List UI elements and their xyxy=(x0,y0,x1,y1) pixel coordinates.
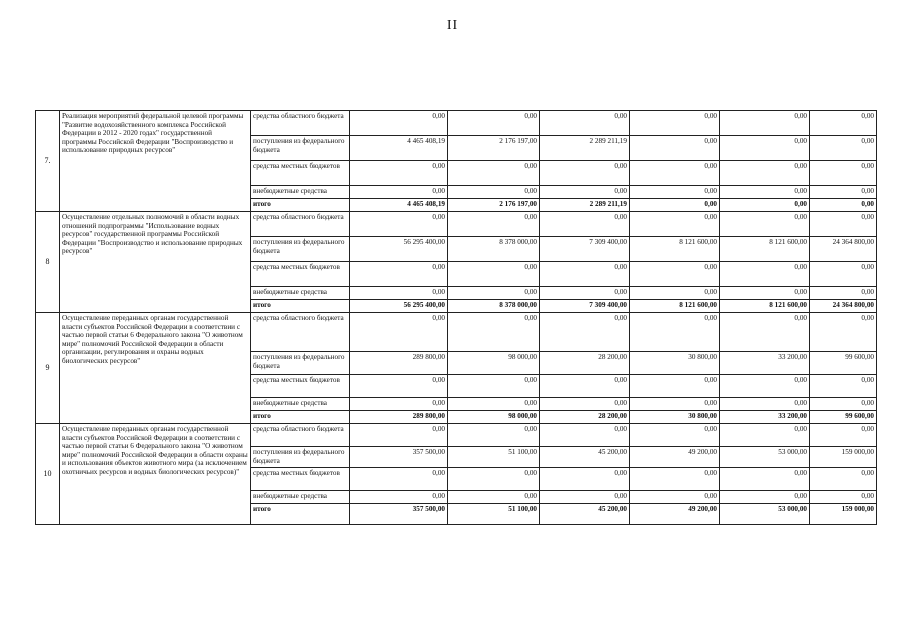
funding-source: внебюджетные средства xyxy=(251,186,350,199)
funding-source: внебюджетные средства xyxy=(251,398,350,411)
amount-cell: 289 800,00 xyxy=(350,411,448,424)
amount-cell: 0,00 xyxy=(540,375,630,398)
amount-cell: 0,00 xyxy=(448,313,540,352)
amount-cell: 4 465 408,19 xyxy=(350,136,448,161)
program-name: Реализация мероприятий федеральной целевой программы "Развитие водохозяйственного комплекса Российской Федерации в 2012 - 2020 годах" государственной программы Российской Федерации "Воспроизводство и использование природных ресурсов" xyxy=(60,111,251,212)
funding-source: внебюджетные средства xyxy=(251,287,350,300)
amount-cell: 0,00 xyxy=(810,313,877,352)
funding-source: средства областного бюджета xyxy=(251,424,350,447)
amount-cell: 0,00 xyxy=(720,136,810,161)
amount-cell: 0,00 xyxy=(630,375,720,398)
amount-cell: 0,00 xyxy=(350,468,448,491)
amount-cell: 56 295 400,00 xyxy=(350,237,448,262)
amount-cell: 0,00 xyxy=(810,136,877,161)
funding-source: внебюджетные средства xyxy=(251,491,350,504)
amount-cell: 0,00 xyxy=(720,313,810,352)
amount-cell: 0,00 xyxy=(350,313,448,352)
row-number: 9 xyxy=(36,313,60,424)
amount-cell: 0,00 xyxy=(540,161,630,186)
amount-cell: 8 121 600,00 xyxy=(720,300,810,313)
amount-cell: 0,00 xyxy=(540,313,630,352)
amount-cell: 0,00 xyxy=(630,262,720,287)
amount-cell: 99 600,00 xyxy=(810,352,877,375)
amount-cell: 30 800,00 xyxy=(630,411,720,424)
amount-cell: 51 100,00 xyxy=(448,504,540,525)
amount-cell: 0,00 xyxy=(540,111,630,136)
funding-source: средства местных бюджетов xyxy=(251,161,350,186)
amount-cell: 0,00 xyxy=(720,398,810,411)
amount-cell: 0,00 xyxy=(720,199,810,212)
funding-source: средства областного бюджета xyxy=(251,212,350,237)
budget-table xyxy=(35,110,877,525)
amount-cell: 53 000,00 xyxy=(720,447,810,468)
amount-cell: 98 000,00 xyxy=(448,411,540,424)
funding-source: итого xyxy=(251,199,350,212)
amount-cell: 30 800,00 xyxy=(630,352,720,375)
amount-cell: 0,00 xyxy=(810,287,877,300)
amount-cell: 33 200,00 xyxy=(720,411,810,424)
funding-source: средства местных бюджетов xyxy=(251,262,350,287)
amount-cell: 357 500,00 xyxy=(350,447,448,468)
amount-cell: 0,00 xyxy=(448,262,540,287)
amount-cell: 33 200,00 xyxy=(720,352,810,375)
amount-cell: 8 121 600,00 xyxy=(630,237,720,262)
funding-source: поступления из федерального бюджета xyxy=(251,237,350,262)
funding-source: средства областного бюджета xyxy=(251,111,350,136)
amount-cell: 0,00 xyxy=(448,111,540,136)
amount-cell: 24 364 800,00 xyxy=(810,237,877,262)
amount-cell: 0,00 xyxy=(448,287,540,300)
program-name: Осуществление отдельных полномочий в области водных отношений подпрограммы "Использование водных ресурсов" государственной программы Российской Федерации "Воспроизводство и использование природных ресурсов" xyxy=(60,212,251,313)
amount-cell: 0,00 xyxy=(540,287,630,300)
amount-cell: 0,00 xyxy=(630,111,720,136)
funding-source: поступления из федерального бюджета xyxy=(251,352,350,375)
amount-cell: 0,00 xyxy=(630,313,720,352)
amount-cell: 0,00 xyxy=(350,262,448,287)
amount-cell: 7 309 400,00 xyxy=(540,237,630,262)
amount-cell: 0,00 xyxy=(810,111,877,136)
amount-cell: 0,00 xyxy=(350,186,448,199)
amount-cell: 2 176 197,00 xyxy=(448,199,540,212)
amount-cell: 0,00 xyxy=(810,262,877,287)
amount-cell: 8 121 600,00 xyxy=(720,237,810,262)
amount-cell: 0,00 xyxy=(720,262,810,287)
page-number: II xyxy=(446,18,459,33)
row-number: 7. xyxy=(36,111,60,212)
amount-cell: 7 309 400,00 xyxy=(540,300,630,313)
amount-cell: 0,00 xyxy=(540,186,630,199)
amount-cell: 2 176 197,00 xyxy=(448,136,540,161)
amount-cell: 4 465 408,19 xyxy=(350,199,448,212)
table-row xyxy=(36,212,877,237)
amount-cell: 51 100,00 xyxy=(448,447,540,468)
amount-cell: 0,00 xyxy=(448,491,540,504)
amount-cell: 2 289 211,19 xyxy=(540,199,630,212)
amount-cell: 0,00 xyxy=(810,375,877,398)
amount-cell: 0,00 xyxy=(720,491,810,504)
amount-cell: 0,00 xyxy=(350,398,448,411)
amount-cell: 0,00 xyxy=(810,186,877,199)
amount-cell: 49 200,00 xyxy=(630,504,720,525)
amount-cell: 357 500,00 xyxy=(350,504,448,525)
amount-cell: 0,00 xyxy=(448,468,540,491)
amount-cell: 49 200,00 xyxy=(630,447,720,468)
amount-cell: 0,00 xyxy=(630,161,720,186)
amount-cell: 0,00 xyxy=(448,424,540,447)
amount-cell: 0,00 xyxy=(448,161,540,186)
funding-source: средства местных бюджетов xyxy=(251,468,350,491)
amount-cell: 0,00 xyxy=(630,136,720,161)
amount-cell: 0,00 xyxy=(630,199,720,212)
amount-cell: 8 378 000,00 xyxy=(448,237,540,262)
amount-cell: 0,00 xyxy=(540,398,630,411)
amount-cell: 159 000,00 xyxy=(810,504,877,525)
row-number: 10 xyxy=(36,424,60,525)
amount-cell: 0,00 xyxy=(720,161,810,186)
amount-cell: 159 000,00 xyxy=(810,447,877,468)
amount-cell: 0,00 xyxy=(540,424,630,447)
amount-cell: 0,00 xyxy=(630,491,720,504)
amount-cell: 0,00 xyxy=(540,468,630,491)
amount-cell: 0,00 xyxy=(720,186,810,199)
amount-cell: 0,00 xyxy=(540,491,630,504)
amount-cell: 0,00 xyxy=(720,287,810,300)
amount-cell: 289 800,00 xyxy=(350,352,448,375)
amount-cell: 8 378 000,00 xyxy=(448,300,540,313)
amount-cell: 0,00 xyxy=(350,212,448,237)
amount-cell: 45 200,00 xyxy=(540,504,630,525)
amount-cell: 0,00 xyxy=(720,424,810,447)
row-number: 8 xyxy=(36,212,60,313)
amount-cell: 0,00 xyxy=(540,212,630,237)
amount-cell: 28 200,00 xyxy=(540,411,630,424)
amount-cell: 0,00 xyxy=(448,375,540,398)
funding-source: итого xyxy=(251,504,350,525)
amount-cell: 0,00 xyxy=(350,161,448,186)
amount-cell: 0,00 xyxy=(448,398,540,411)
table-row xyxy=(36,313,877,352)
amount-cell: 0,00 xyxy=(720,375,810,398)
amount-cell: 56 295 400,00 xyxy=(350,300,448,313)
amount-cell: 28 200,00 xyxy=(540,352,630,375)
amount-cell: 0,00 xyxy=(350,287,448,300)
table-row xyxy=(36,111,877,136)
amount-cell: 0,00 xyxy=(350,424,448,447)
amount-cell: 0,00 xyxy=(810,491,877,504)
amount-cell: 53 000,00 xyxy=(720,504,810,525)
funding-source: средства местных бюджетов xyxy=(251,375,350,398)
amount-cell: 0,00 xyxy=(810,212,877,237)
amount-cell: 0,00 xyxy=(720,212,810,237)
amount-cell: 0,00 xyxy=(810,424,877,447)
program-name: Осуществление переданных органам государственной власти субъектов Российской Федерации в соответствии с частью первой статьи 6 Федерального закона "О животном мире" полномочий Российской Федерации в области охраны и использования объектов животного мира (за исключением охотничьих ресурсов и водных биологических ресурсов)" xyxy=(60,424,251,525)
program-name: Осуществление переданных органам государственной власти субъектов Российской Федерации в соответствии с частью первой статьи 6 Федерального закона "О животном мире" полномочий Российской Федерации в области организации, регулирования и охраны водных биологических ресурсов" xyxy=(60,313,251,424)
amount-cell: 0,00 xyxy=(350,375,448,398)
amount-cell: 0,00 xyxy=(630,398,720,411)
amount-cell: 0,00 xyxy=(810,199,877,212)
funding-source: поступления из федерального бюджета xyxy=(251,136,350,161)
amount-cell: 0,00 xyxy=(540,262,630,287)
amount-cell: 0,00 xyxy=(630,287,720,300)
amount-cell: 0,00 xyxy=(810,398,877,411)
amount-cell: 0,00 xyxy=(350,491,448,504)
amount-cell: 0,00 xyxy=(350,111,448,136)
amount-cell: 0,00 xyxy=(720,111,810,136)
amount-cell: 8 121 600,00 xyxy=(630,300,720,313)
amount-cell: 0,00 xyxy=(630,186,720,199)
funding-source: поступления из федерального бюджета xyxy=(251,447,350,468)
amount-cell: 0,00 xyxy=(630,424,720,447)
amount-cell: 45 200,00 xyxy=(540,447,630,468)
amount-cell: 0,00 xyxy=(448,212,540,237)
amount-cell: 0,00 xyxy=(810,161,877,186)
amount-cell: 98 000,00 xyxy=(448,352,540,375)
amount-cell: 2 289 211,19 xyxy=(540,136,630,161)
amount-cell: 0,00 xyxy=(720,468,810,491)
funding-source: итого xyxy=(251,300,350,313)
funding-source: итого xyxy=(251,411,350,424)
table-row xyxy=(36,424,877,447)
amount-cell: 0,00 xyxy=(810,468,877,491)
funding-source: средства областного бюджета xyxy=(251,313,350,352)
amount-cell: 99 600,00 xyxy=(810,411,877,424)
amount-cell: 0,00 xyxy=(448,186,540,199)
amount-cell: 0,00 xyxy=(630,212,720,237)
amount-cell: 24 364 800,00 xyxy=(810,300,877,313)
amount-cell: 0,00 xyxy=(630,468,720,491)
